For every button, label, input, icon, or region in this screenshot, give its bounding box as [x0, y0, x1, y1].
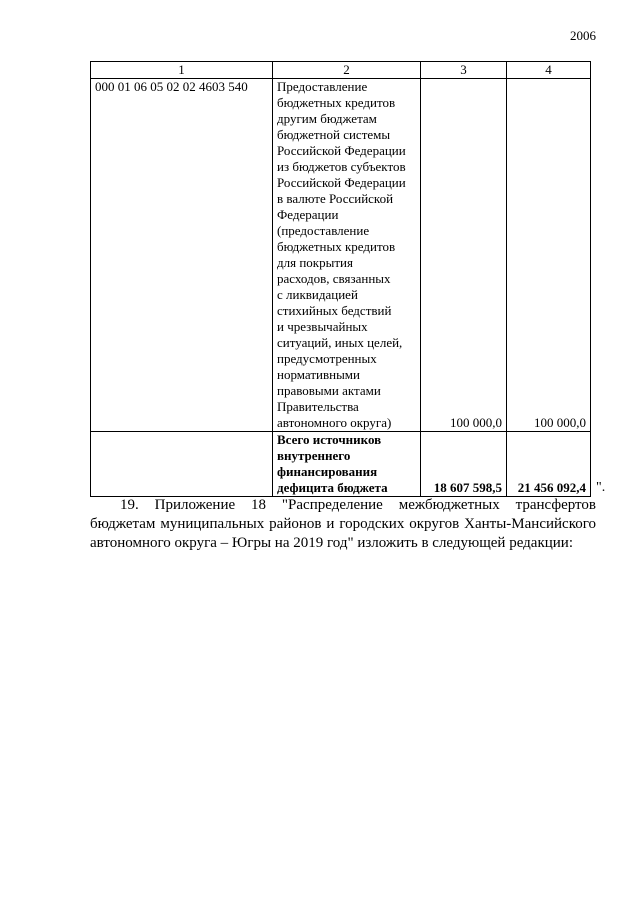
- row-name-line: Правительства: [277, 399, 359, 414]
- total-label-line: внутреннего: [277, 448, 351, 463]
- column-header-1: 1: [91, 62, 273, 79]
- total-label-line: дефицита бюджета: [277, 480, 388, 495]
- column-header-2: 2: [273, 62, 421, 79]
- row-name-line: из бюджетов субъектов: [277, 159, 406, 174]
- total-value-2019: 18 607 598,5: [421, 432, 507, 497]
- total-label-line: Всего источников: [277, 432, 382, 447]
- row-name-line: правовыми актами: [277, 383, 381, 398]
- row-name-line: Федерации: [277, 207, 339, 222]
- row-name-line: другим бюджетам: [277, 111, 377, 126]
- row-name-line: в валюте Российской: [277, 191, 394, 206]
- total-value-2020: 21 456 092,4: [507, 432, 591, 497]
- row-name-line: нормативными: [277, 367, 360, 382]
- table-row: [91, 79, 591, 432]
- row-name: [273, 79, 421, 432]
- row-name-line: стихийных бедствий: [277, 303, 392, 318]
- row-name-line: бюджетной системы: [277, 127, 391, 142]
- paragraph-rest: бюджетам муниципальных районов и городских округов Ханты-Мансийского автономного округа – Югры на 2019 год" изложить в следующей редакции:: [90, 516, 596, 551]
- row-name-line: Российской Федерации: [277, 143, 406, 158]
- row-name-line: бюджетных кредитов: [277, 239, 396, 254]
- budget-sources-table: [90, 61, 591, 497]
- amendment-paragraph: [90, 496, 596, 553]
- total-row: [91, 432, 591, 497]
- row-value-2020: 100 000,0: [507, 79, 591, 432]
- column-header-4: 4: [507, 62, 591, 79]
- row-name-line: для покрытия: [277, 255, 353, 270]
- row-value-2019: 100 000,0: [421, 79, 507, 432]
- row-name-line: автономного округа): [277, 415, 392, 430]
- row-name-line: и чрезвычайных: [277, 319, 368, 334]
- row-name-line: Российской Федерации: [277, 175, 406, 190]
- page-number: 2006: [570, 28, 596, 43]
- row-name-line: Предоставление: [277, 79, 368, 94]
- column-header-3: 3: [421, 62, 507, 79]
- total-label: [273, 432, 421, 497]
- closing-quote: ".: [596, 480, 606, 495]
- total-label-line: финансирования: [277, 464, 378, 479]
- row-name-line: ситуаций, иных целей,: [277, 335, 403, 350]
- total-code-cell: [91, 432, 273, 497]
- row-name-line: с ликвидацией: [277, 287, 358, 302]
- row-name-line: расходов, связанных: [277, 271, 391, 286]
- table-header-row: [91, 62, 591, 79]
- paragraph-first-line: 19. Приложение 18 "Распределение межбюджетных трансфертов: [120, 497, 596, 513]
- row-code: 000 01 06 05 02 02 4603 540: [91, 79, 273, 432]
- row-name-line: предусмотренных: [277, 351, 377, 366]
- row-name-line: бюджетных кредитов: [277, 95, 396, 110]
- row-name-line: (предоставление: [277, 223, 370, 238]
